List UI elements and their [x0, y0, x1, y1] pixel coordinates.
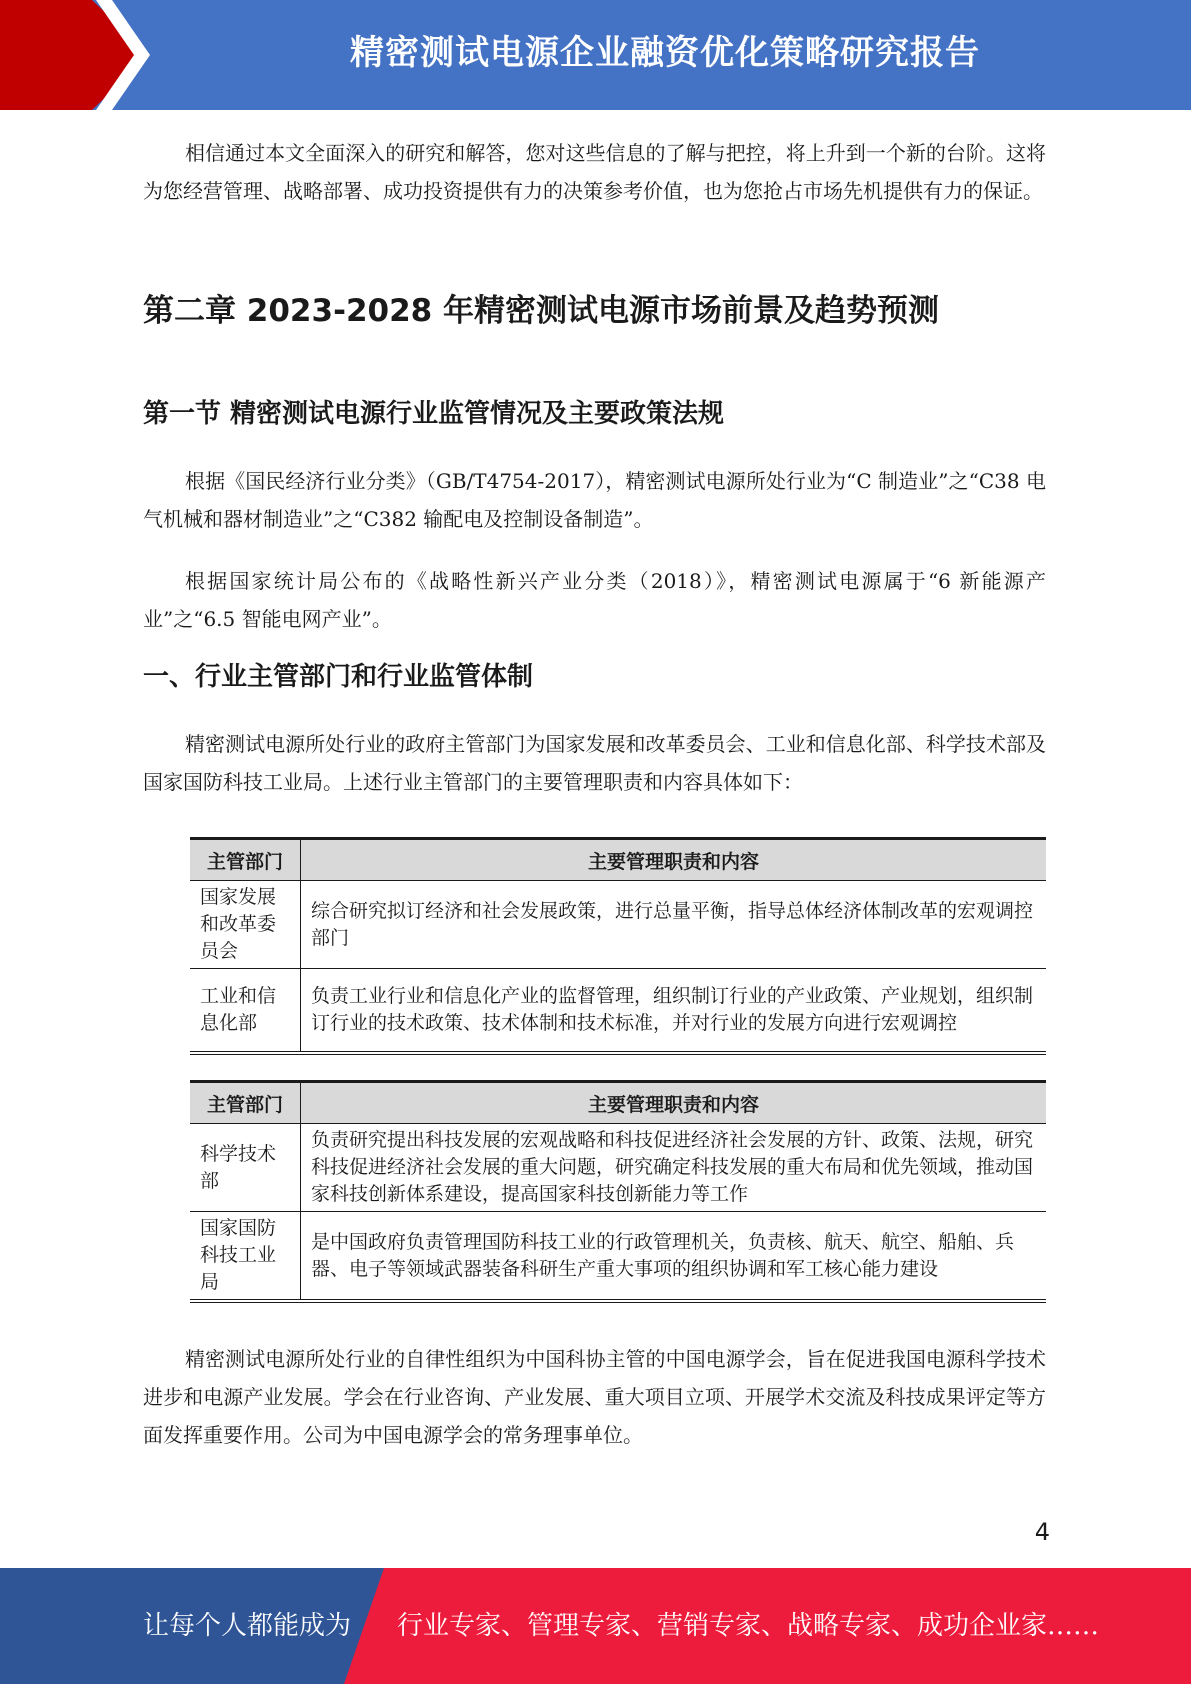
subsection-paragraph: 精密测试电源所处行业的政府主管部门为国家发展和改革委员会、工业和信息化部、科学技术部及国家国防科技工业局。上述行业主管部门的主要管理职责和内容具体如下： — [143, 732, 1046, 794]
report-title: 精密测试电源企业融资优化策略研究报告 — [350, 33, 980, 73]
department-cell: 科学技术部 — [190, 1124, 301, 1212]
header-arrow-decoration — [0, 0, 300, 110]
table-row — [190, 1124, 1046, 1212]
footer-slogan-left: 让每个人都能成为 — [143, 1611, 352, 1641]
duties-cell: 是中国政府负责管理国防科技工业的行政管理机关，负责核、航天、航空、船舶、兵器、电子等领域武器装备科研生产重大事项的组织协调和军工核心能力建设 — [301, 1212, 1047, 1302]
duties-cell: 负责工业行业和信息化产业的监督管理，组织制订行业的产业政策、产业规划，组织制订行业的技术政策、技术体制和技术标准，并对行业的发展方向进行宏观调控 — [301, 969, 1047, 1054]
subsection-title: 一、行业主管部门和行业监管体制 — [143, 662, 534, 692]
table-header-row — [190, 839, 1046, 881]
regulator-table-1 — [190, 837, 1046, 1055]
chapter-title: 第二章 2023-2028 年精密测试电源市场前景及趋势预测 — [143, 293, 940, 329]
table-row — [190, 881, 1046, 969]
section-paragraph-1: 根据《国民经济行业分类》（GB/T4754-2017），精密测试电源所处行业为“C 制造业”之“C38 电气机械和器材制造业”之“C382 输配电及控制设备制造”。 — [143, 469, 1046, 531]
page-number: 4 — [1034, 1518, 1050, 1546]
section-title: 第一节 精密测试电源行业监管情况及主要政策法规 — [143, 399, 725, 429]
table-header-row — [190, 1082, 1046, 1124]
column-header-duties: 主要管理职责和内容 — [301, 1082, 1047, 1124]
column-header-duties: 主要管理职责和内容 — [301, 839, 1047, 881]
intro-paragraph: 相信通过本文全面深入的研究和解答，您对这些信息的了解与把控，将上升到一个新的台阶。这将为您经营管理、战略部署、成功投资提供有力的决策参考价值，也为您抢占市场先机提供有力的保证。 — [143, 141, 1046, 203]
department-cell: 国家国防科技工业局 — [190, 1212, 301, 1302]
department-cell: 工业和信息化部 — [190, 969, 301, 1054]
duties-cell: 综合研究拟订经济和社会发展政策，进行总量平衡，指导总体经济体制改革的宏观调控部门 — [301, 881, 1047, 969]
column-header-department: 主管部门 — [190, 1082, 301, 1124]
footer-slogan-right: 行业专家、管理专家、营销专家、战略专家、成功企业家…… — [397, 1611, 1100, 1641]
table-row — [190, 969, 1046, 1054]
column-header-department: 主管部门 — [190, 839, 301, 881]
regulator-table-2 — [190, 1080, 1046, 1303]
closing-paragraph: 精密测试电源所处行业的自律性组织为中国科协主管的中国电源学会，旨在促进我国电源科学技术进步和电源产业发展。学会在行业咨询、产业发展、重大项目立项、开展学术交流及科技成果评定等方面发挥重要作用。公司为中国电源学会的常务理事单位。 — [143, 1347, 1046, 1447]
department-cell: 国家发展和改革委员会 — [190, 881, 301, 969]
footer-banner — [0, 1568, 1191, 1684]
header-banner — [0, 0, 1191, 110]
section-paragraph-2: 根据国家统计局公布的《战略性新兴产业分类（2018）》，精密测试电源属于“6 新能源产业”之“6.5 智能电网产业”。 — [143, 569, 1046, 631]
table-row — [190, 1212, 1046, 1302]
duties-cell: 负责研究提出科技发展的宏观战略和科技促进经济社会发展的方针、政策、法规，研究科技促进经济社会发展的重大问题，研究确定科技发展的重大布局和优先领域，推动国家科技创新体系建设，提高国家科技创新能力等工作 — [301, 1124, 1047, 1212]
